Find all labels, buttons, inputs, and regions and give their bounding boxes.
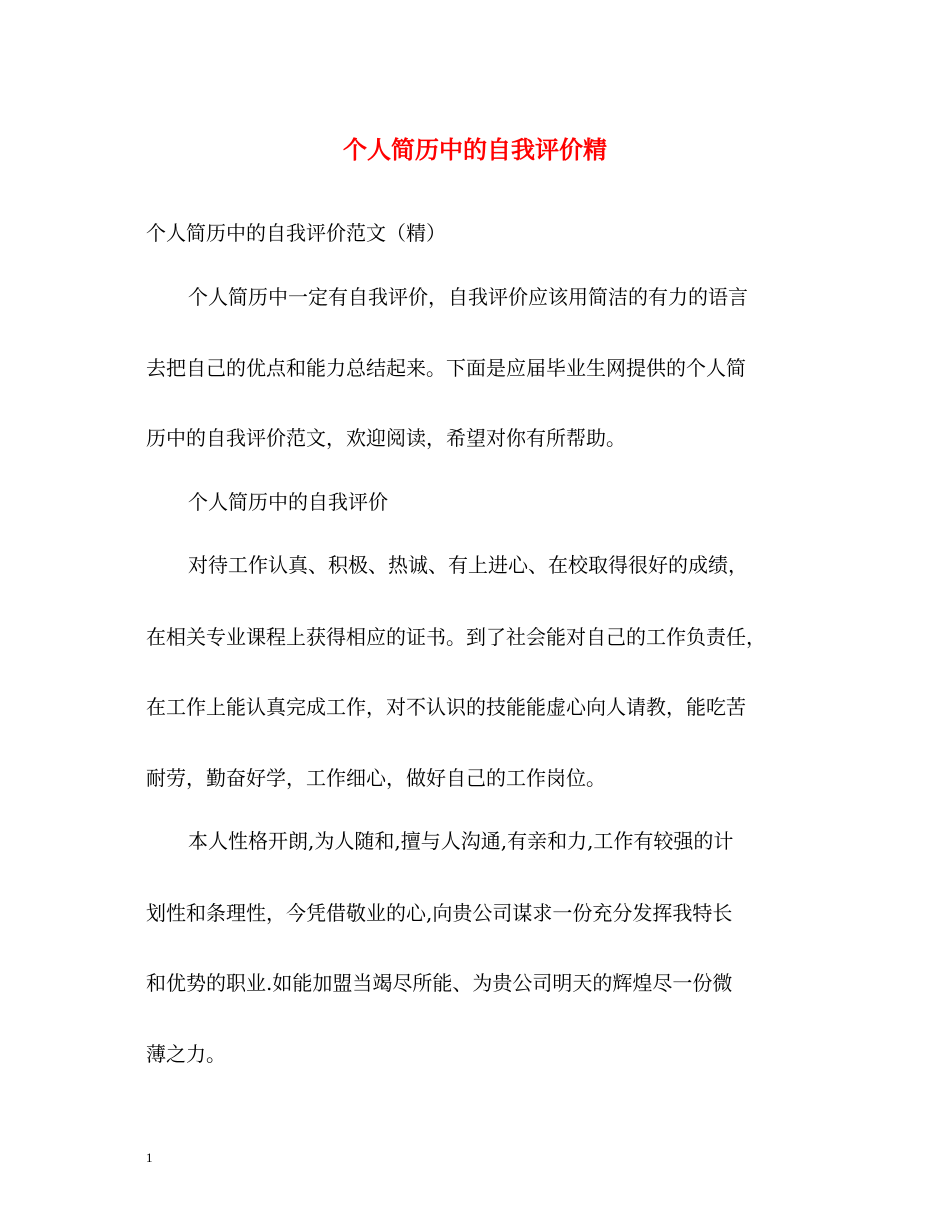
paragraph-3-line-4: 薄之力。 [146,1042,226,1066]
paragraph-3-line-3: 和优势的职业.如能加盟当竭尽所能、为贵公司明天的辉煌尽一份微 [146,971,733,995]
paragraph-2-line-1: 对待工作认真、积极、热诚、有上进心、在校取得很好的成绩， [188,553,748,577]
paragraph-1-line-3: 历中的自我评价范文，欢迎阅读，希望对你有所帮助。 [146,426,626,450]
paragraph-3-line-1: 本人性格开朗,为人随和,擅与人沟通,有亲和力,工作有较强的计 [188,829,734,853]
paragraph-3-line-2: 划性和条理性，今凭借敬业的心,向贵公司谋求一份充分发挥我特长 [146,901,733,925]
paragraph-1-line-1: 个人简历中一定有自我评价，自我评价应该用简洁的有力的语言 [188,285,748,309]
paragraph-1-line-2: 去把自己的优点和能力总结起来。下面是应届毕业生网提供的个人简 [146,356,746,380]
paragraph-2-line-3: 在工作上能认真完成工作，对不认识的技能能虚心向人请教，能吃苦 [146,695,746,719]
paragraph-2-line-4: 耐劳，勤奋好学，工作细心，做好自己的工作岗位。 [146,766,606,790]
document-title: 个人简历中的自我评价精 [343,135,607,164]
page-number: 1 [146,1150,153,1165]
section-heading: 个人简历中的自我评价 [188,490,388,514]
subtitle-line: 个人简历中的自我评价范文（精） [146,221,446,245]
paragraph-2-line-2: 在相关专业课程上获得相应的证书。到了社会能对自己的工作负责任， [146,625,766,649]
